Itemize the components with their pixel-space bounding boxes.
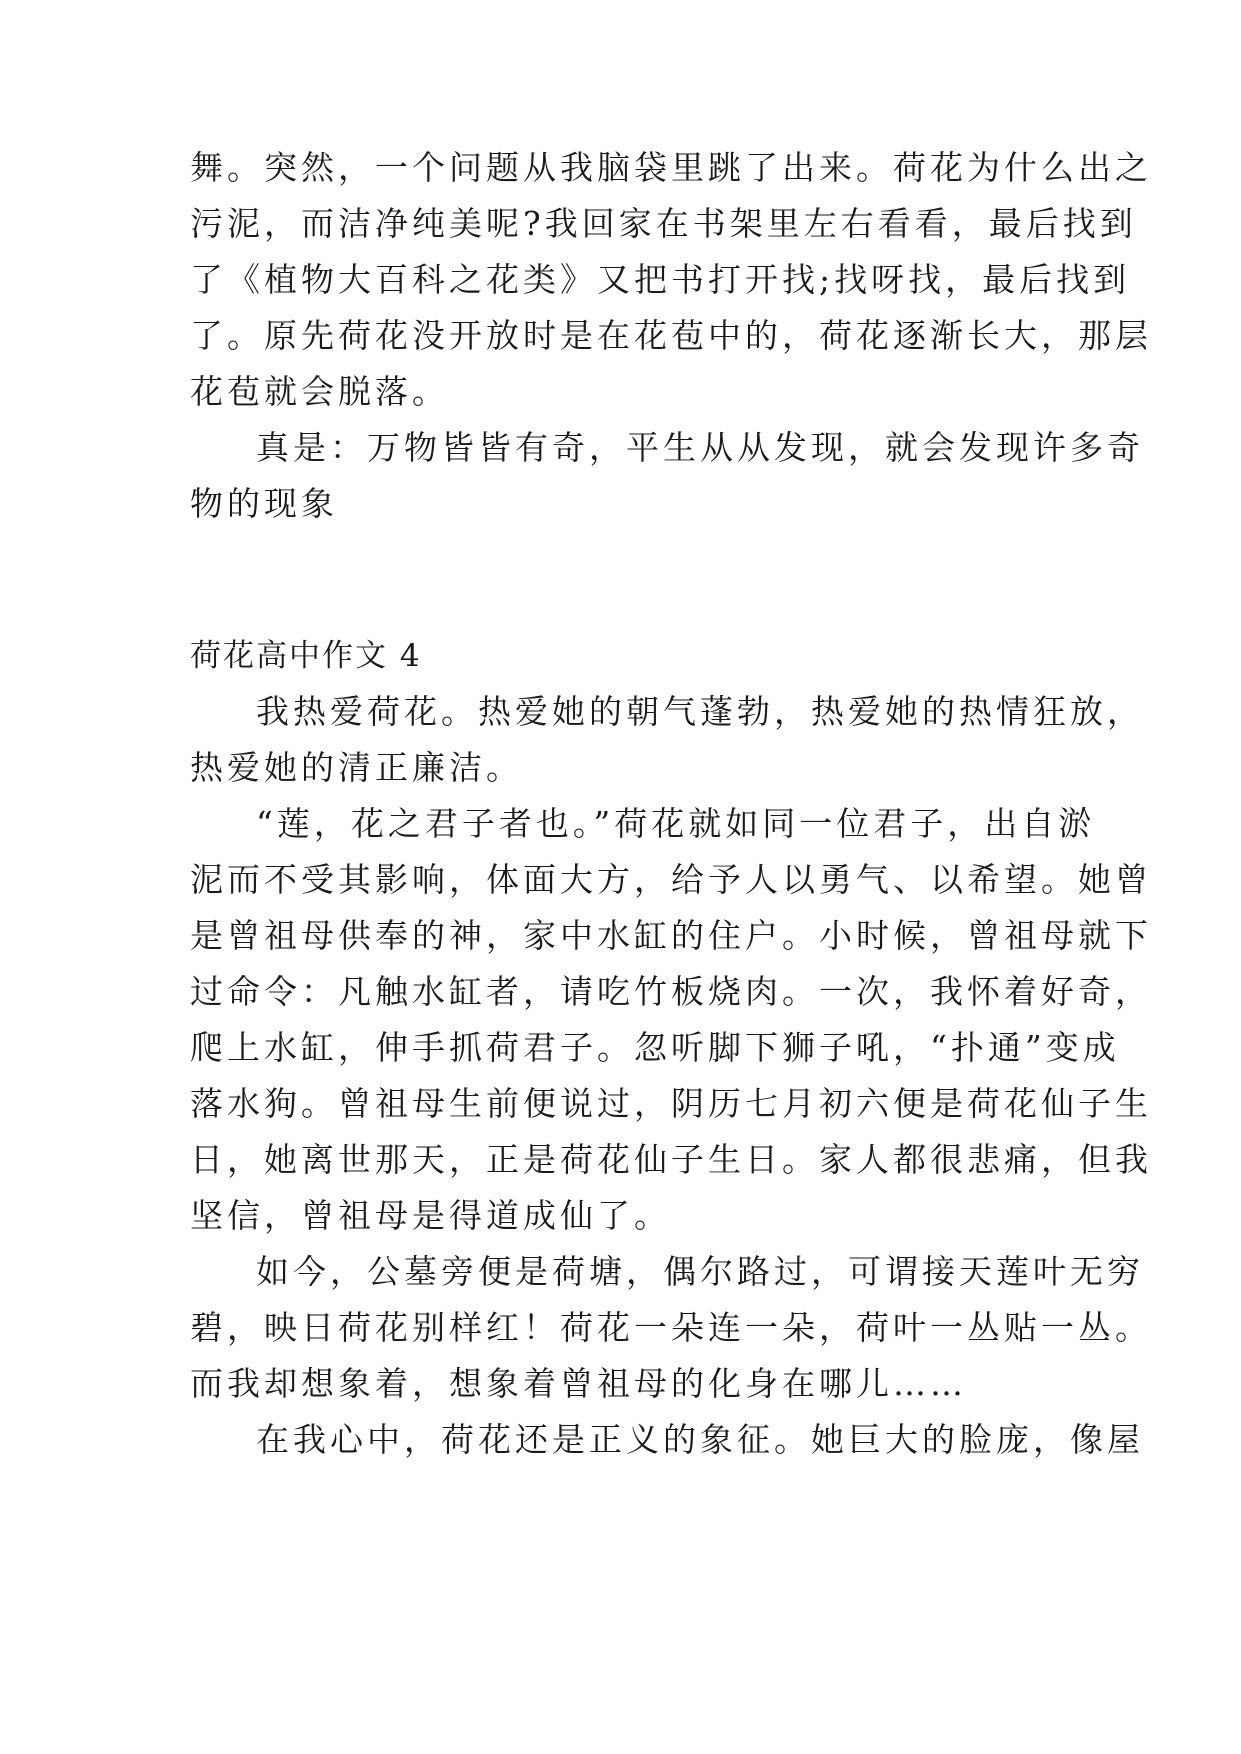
text-line: 过命令：凡触水缸者，请吃竹板烧肉。一次，我怀着好奇， [190,972,1152,1011]
text-line: “莲，花之君子者也。”荷花就如同一位君子，出自淤 [256,804,1096,843]
text-line: 舞。突然，一个问题从我脑袋里跳了出来。荷花为什么出之 [190,148,1152,187]
text-line: 真是：万物皆皆有奇，平生从从发现，就会发现许多奇 [256,428,1144,467]
text-line: 坚信，曾祖母是得道成仙了。 [190,1196,671,1235]
text-line: 是曾祖母供奉的神，家中水缸的住户。小时候，曾祖母就下 [190,916,1152,955]
text-line: 了。原先荷花没开放时是在花苞中的，荷花逐渐长大，那层 [190,316,1152,355]
section-heading: 荷花高中作文 4 [190,638,422,674]
text-line: 而我却想象着，想象着曾祖母的化身在哪儿…… [190,1364,967,1403]
text-line: 落水狗。曾祖母生前便说过，阴历七月初六便是荷花仙子生 [190,1084,1152,1123]
text-line: 热爱她的清正廉洁。 [190,748,523,787]
text-line: 在我心中，荷花还是正义的象征。她巨大的脸庞，像屋 [256,1420,1144,1459]
text-line: 物的现象 [190,484,338,523]
text-line: 如今，公墓旁便是荷塘，偶尔路过，可谓接天莲叶无穷 [256,1252,1144,1291]
text-line: 我热爱荷花。热爱她的朝气蓬勃，热爱她的热情狂放， [256,692,1144,731]
text-line: 了《植物大百科之花类》又把书打开找;找呀找，最后找到 [190,260,1131,299]
text-line: 花苞就会脱落。 [190,372,449,411]
text-line: 污泥，而洁净纯美呢?我回家在书架里左右看看，最后找到 [190,204,1137,243]
text-line: 泥而不受其影响，体面大方，给予人以勇气、以希望。她曾 [190,860,1152,899]
text-line: 碧，映日荷花别样红！荷花一朵连一朵，荷叶一丛贴一丛。 [190,1308,1152,1347]
text-line: 日，她离世那天，正是荷花仙子生日。家人都很悲痛，但我 [190,1140,1152,1179]
text-line: 爬上水缸，伸手抓荷君子。忽听脚下狮子吼，“扑通”变成 [190,1028,1120,1067]
